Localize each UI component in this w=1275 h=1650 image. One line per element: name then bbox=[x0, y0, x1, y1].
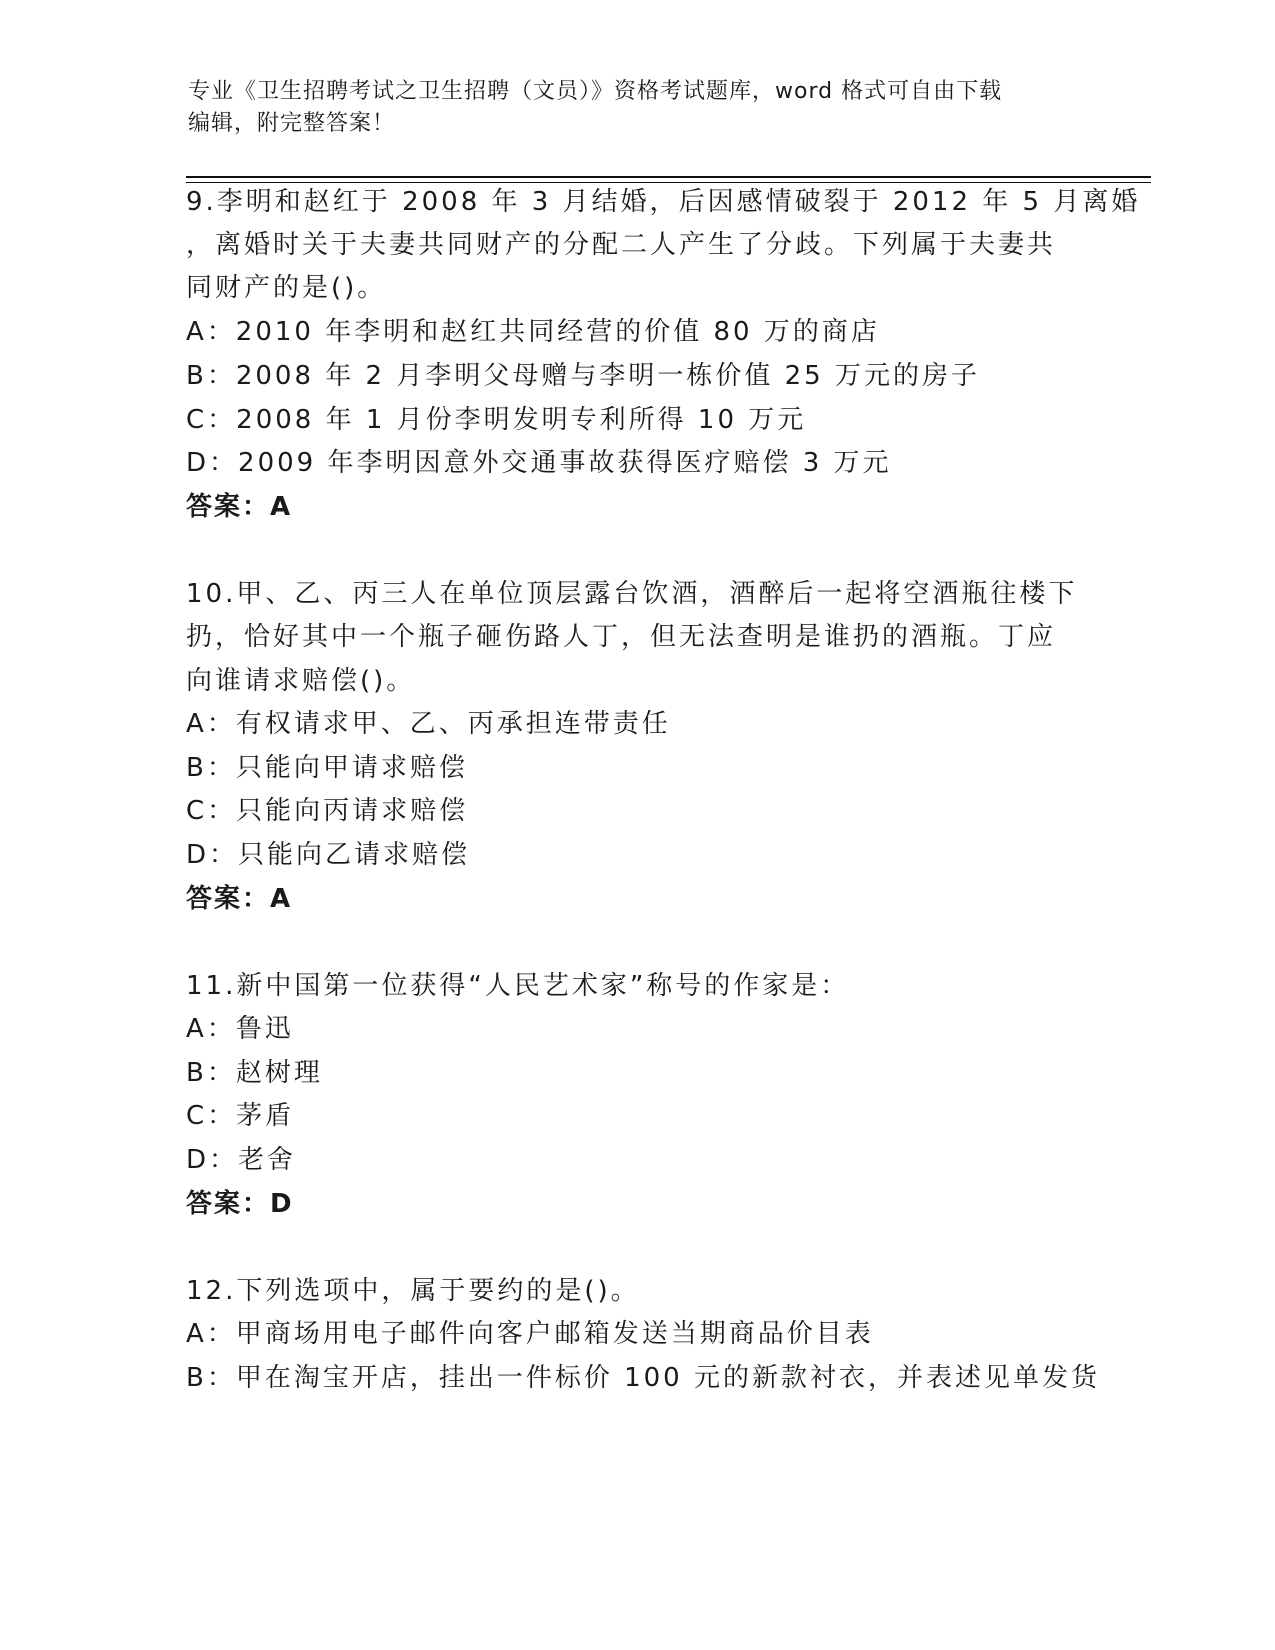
question-10-stem-line-2: 扔，恰好其中一个瓶子砸伤路人丁，但无法查明是谁扔的酒瓶。丁应 bbox=[186, 622, 1057, 652]
question-11-option-a: A：鲁迅 bbox=[186, 1014, 294, 1044]
question-10-option-c: C：只能向丙请求赔偿 bbox=[186, 796, 469, 826]
header-divider-thin bbox=[186, 182, 1151, 183]
question-11-stem-line-1: 11.新中国第一位获得“人民艺术家”称号的作家是： bbox=[186, 971, 850, 1001]
question-10-option-b: B：只能向甲请求赔偿 bbox=[186, 753, 468, 783]
question-10-stem-line-1: 10.甲、乙、丙三人在单位顶层露台饮酒，酒醉后一起将空酒瓶往楼下 bbox=[186, 579, 1078, 609]
question-11-option-b: B：赵树理 bbox=[186, 1058, 323, 1088]
header-line-2: 编辑，附完整答案！ bbox=[188, 111, 396, 136]
question-9-stem-line-3: 同财产的是()。 bbox=[186, 273, 387, 303]
question-9-option-c: C：2008 年 1 月份李明发明专利所得 10 万元 bbox=[186, 405, 807, 435]
question-10-stem-line-3: 向谁请求赔偿()。 bbox=[186, 666, 416, 696]
question-12-stem-line-1: 12.下列选项中，属于要约的是()。 bbox=[186, 1276, 640, 1306]
question-9-stem-line-2: ，离婚时关于夫妻共同财产的分配二人产生了分歧。下列属于夫妻共 bbox=[186, 230, 1057, 260]
document-header bbox=[188, 76, 1068, 140]
question-10-option-d: D：只能向乙请求赔偿 bbox=[186, 840, 471, 870]
question-9-option-a: A：2010 年李明和赵红共同经营的价值 80 万的商店 bbox=[186, 317, 880, 347]
question-11-option-d: D：老舍 bbox=[186, 1145, 297, 1175]
question-9-option-b: B：2008 年 2 月李明父母赠与李明一栋价值 25 万元的房子 bbox=[186, 361, 980, 391]
header-divider-thick bbox=[186, 176, 1151, 178]
question-11-answer: 答案：D bbox=[186, 1189, 294, 1219]
question-9-stem-line-1: 9.李明和赵红于 2008 年 3 月结婚，后因感情破裂于 2012 年 5 月离婚 bbox=[186, 187, 1141, 217]
question-10-option-a: A：有权请求甲、乙、丙承担连带责任 bbox=[186, 709, 671, 739]
question-10-answer: 答案：A bbox=[186, 884, 293, 914]
question-9-option-d: D：2009 年李明因意外交通事故获得医疗赔偿 3 万元 bbox=[186, 448, 892, 478]
question-12-option-a: A：甲商场用电子邮件向客户邮箱发送当期商品价目表 bbox=[186, 1319, 874, 1349]
question-9-answer: 答案：A bbox=[186, 492, 293, 522]
header-line-1: 专业《卫生招聘考试之卫生招聘（文员）》资格考试题库，word 格式可自由下载 bbox=[188, 79, 1003, 104]
question-12-option-b: B：甲在淘宝开店，挂出一件标价 100 元的新款衬衣，并表述见单发货 bbox=[186, 1363, 1100, 1393]
question-11-option-c: C：茅盾 bbox=[186, 1101, 295, 1131]
